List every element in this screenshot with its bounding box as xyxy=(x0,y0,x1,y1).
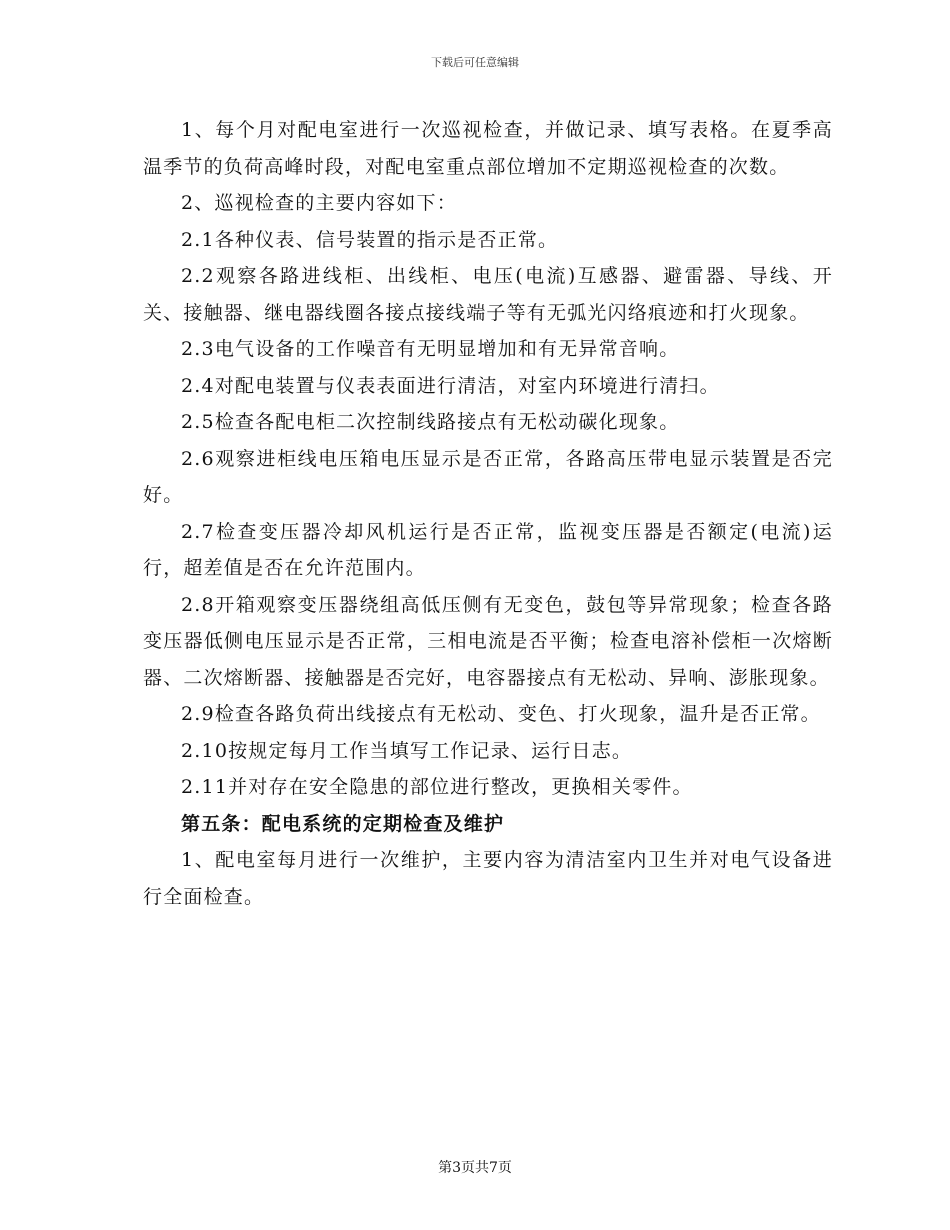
page-footer: 第3页共7页 xyxy=(438,1160,512,1176)
paragraph-2-6: 2.6观察进柜线电压箱电压显示是否正常，各路高压带电显示装置是否完好。 xyxy=(143,447,833,506)
paragraph-2-7: 2.7检查变压器冷却风机运行是否正常，监视变压器是否额定(电流)运行，超差值是否在允许范围内。 xyxy=(143,520,833,579)
paragraph-1: 1、每个月对配电室进行一次巡视检查，并做记录、填写表格。在夏季高温季节的负荷高峰时段，对配电室重点部位增加不定期巡视检查的次数。 xyxy=(143,119,833,178)
page-header: 下载后可任意编辑 xyxy=(431,56,519,69)
paragraph-2-11: 2.11并对存在安全隐患的部位进行整改，更换相关零件。 xyxy=(181,776,693,798)
paragraph-2-3: 2.3电气设备的工作噪音有无明显增加和有无异常音响。 xyxy=(181,338,680,360)
paragraph-2-1: 2.1各种仪表、信号装置的指示是否正常。 xyxy=(181,228,559,251)
paragraph-2-2: 2.2观察各路进线柜、出线柜、电压(电流)互感器、避雷器、导线、开关、接触器、继电器线圈各接点接线端子等有无弧光闪络痕迹和打火现象。 xyxy=(143,265,833,324)
paragraph-2-5: 2.5检查各配电柜二次控制线路接点有无松动碳化现象。 xyxy=(181,411,680,433)
paragraph-2-9: 2.9检查各路负荷出线接点有无松动、变色、打火现象，温升是否正常。 xyxy=(181,703,821,725)
paragraph-2-4: 2.4对配电装置与仪表表面进行清洁，对室内环境进行清扫。 xyxy=(181,374,720,397)
paragraph-2-10: 2.10按规定每月工作当填写工作记录、运行日志。 xyxy=(181,739,633,762)
section-title: 第五条：配电系统的定期检查及维护 xyxy=(181,812,505,835)
paragraph-2-8: 2.8开箱观察变压器绕组高低压侧有无变色，鼓包等异常现象；检查各路变压器低侧电压显示是否正常，三相电流是否平衡；检查电溶补偿柜一次熔断器、二次熔断器、接触器是否完好，电容器接点有无松动、异响、澎胀现象。 xyxy=(143,593,833,689)
paragraph-2: 2、巡视检查的主要内容如下： xyxy=(181,192,457,214)
section-paragraph-1: 1、配电室每月进行一次维护，主要内容为清洁室内卫生并对电气设备进行全面检查。 xyxy=(143,849,833,908)
document-body xyxy=(143,112,833,915)
